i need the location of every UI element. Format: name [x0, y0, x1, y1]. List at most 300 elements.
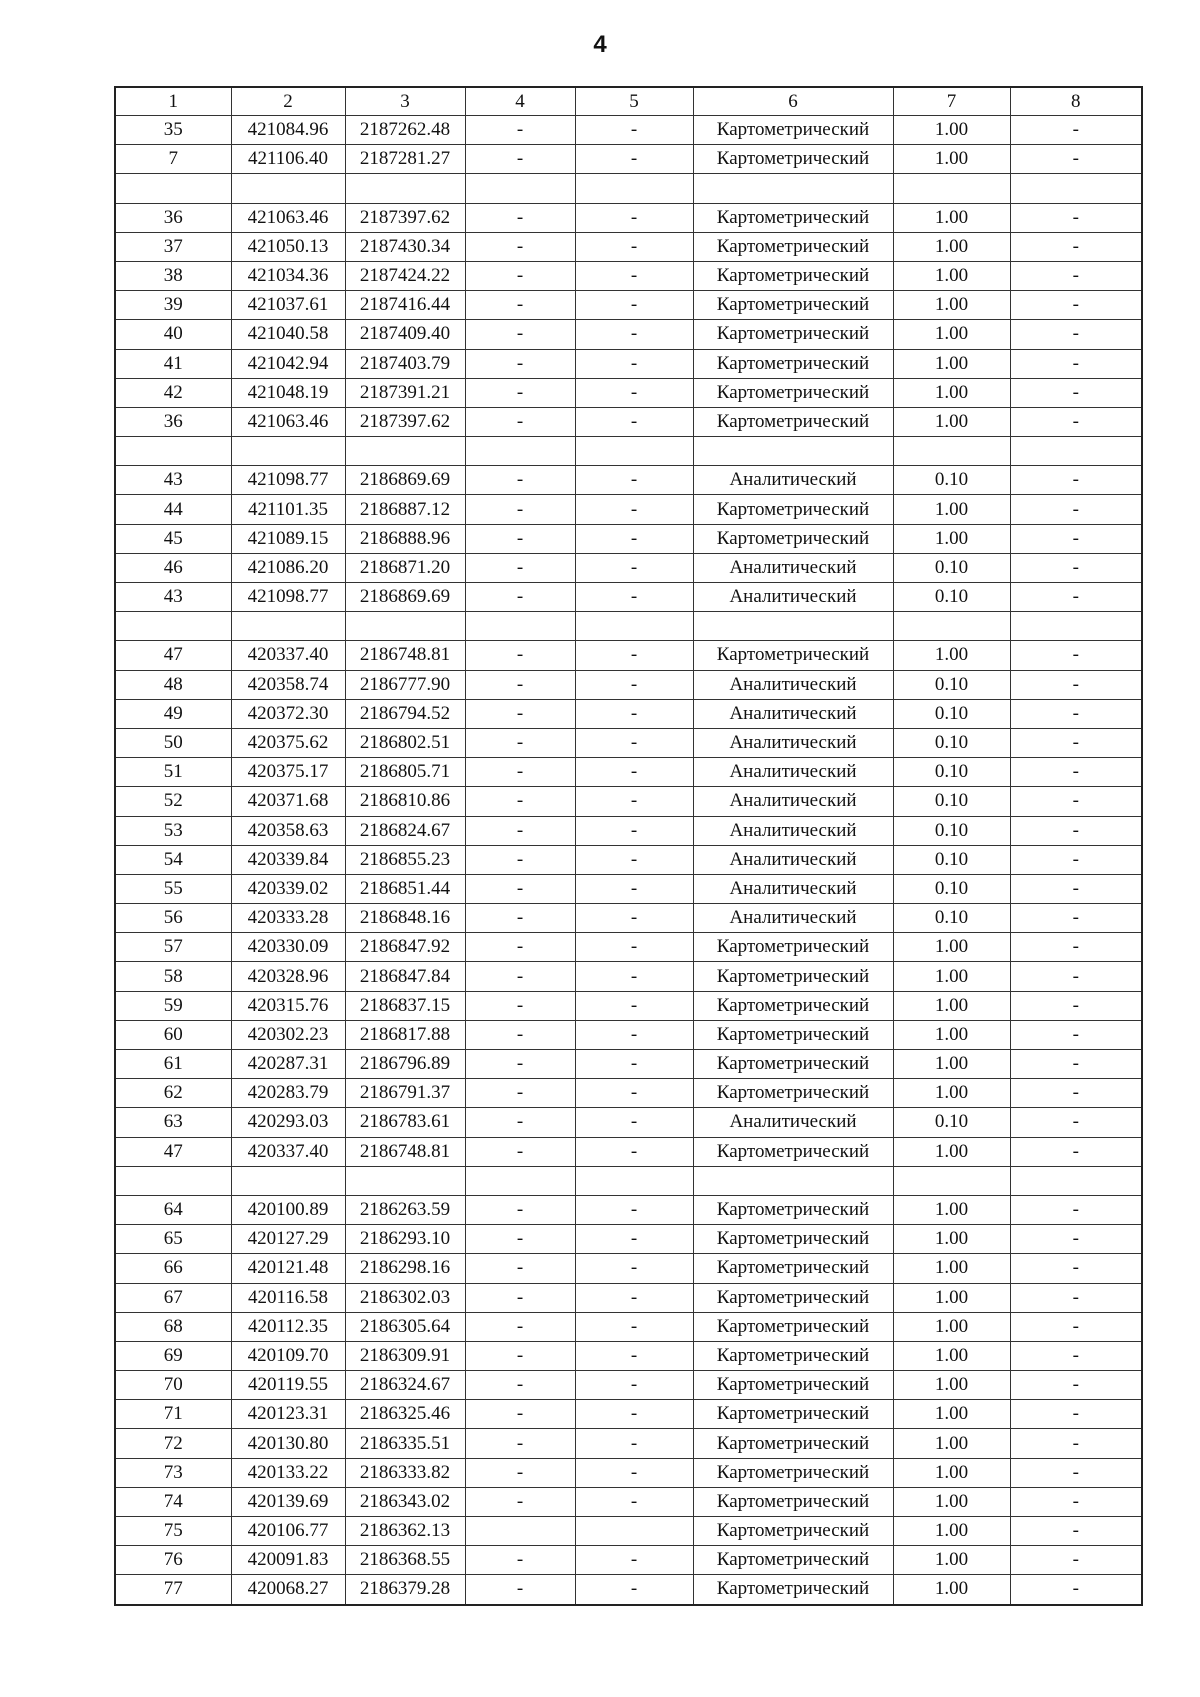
- point-number-cell: 35: [115, 116, 231, 145]
- table-row: [115, 466, 1142, 495]
- col-4-cell: [465, 174, 575, 203]
- table-row: [115, 1517, 1142, 1546]
- accuracy-cell: 1.00: [893, 378, 1010, 407]
- col-8-cell: -: [1010, 1254, 1142, 1283]
- x-coordinate-cell: 420091.83: [231, 1546, 345, 1575]
- col-8-cell: -: [1010, 1487, 1142, 1516]
- y-coordinate-cell: 2187397.62: [345, 203, 465, 232]
- x-coordinate-cell: 420337.40: [231, 641, 345, 670]
- y-coordinate-cell: 2186794.52: [345, 699, 465, 728]
- col-4-cell: -: [465, 816, 575, 845]
- x-coordinate-cell: 420133.22: [231, 1458, 345, 1487]
- y-coordinate-cell: [345, 1166, 465, 1195]
- point-number-cell: 76: [115, 1546, 231, 1575]
- col-8-cell: -: [1010, 1137, 1142, 1166]
- col-8-cell: -: [1010, 1195, 1142, 1224]
- x-coordinate-cell: 421098.77: [231, 466, 345, 495]
- col-4-cell: -: [465, 1079, 575, 1108]
- column-header-1: 1: [115, 87, 231, 116]
- x-coordinate-cell: 420371.68: [231, 787, 345, 816]
- col-5-cell: -: [575, 670, 693, 699]
- table-row: [115, 758, 1142, 787]
- y-coordinate-cell: 2187424.22: [345, 261, 465, 290]
- col-4-cell: -: [465, 583, 575, 612]
- col-8-cell: -: [1010, 1517, 1142, 1546]
- x-coordinate-cell: 421086.20: [231, 553, 345, 582]
- col-8-cell: -: [1010, 699, 1142, 728]
- point-number-cell: 50: [115, 728, 231, 757]
- col-8-cell: -: [1010, 116, 1142, 145]
- x-coordinate-cell: 421050.13: [231, 232, 345, 261]
- x-coordinate-cell: 420339.02: [231, 874, 345, 903]
- y-coordinate-cell: 2186869.69: [345, 466, 465, 495]
- point-number-cell: 39: [115, 291, 231, 320]
- col-4-cell: -: [465, 1458, 575, 1487]
- x-coordinate-cell: 421063.46: [231, 407, 345, 436]
- col-8-cell: -: [1010, 904, 1142, 933]
- accuracy-cell: 1.00: [893, 349, 1010, 378]
- y-coordinate-cell: 2186791.37: [345, 1079, 465, 1108]
- y-coordinate-cell: 2186855.23: [345, 845, 465, 874]
- y-coordinate-cell: 2187416.44: [345, 291, 465, 320]
- col-5-cell: -: [575, 816, 693, 845]
- y-coordinate-cell: 2186848.16: [345, 904, 465, 933]
- method-cell: Картометрический: [693, 203, 893, 232]
- point-number-cell: 73: [115, 1458, 231, 1487]
- table-row: [115, 1458, 1142, 1487]
- table-row: [115, 1225, 1142, 1254]
- col-8-cell: -: [1010, 1458, 1142, 1487]
- accuracy-cell: 1.00: [893, 1371, 1010, 1400]
- point-number-cell: 66: [115, 1254, 231, 1283]
- x-coordinate-cell: 421042.94: [231, 349, 345, 378]
- y-coordinate-cell: 2186869.69: [345, 583, 465, 612]
- method-cell: Аналитический: [693, 787, 893, 816]
- col-4-cell: -: [465, 1371, 575, 1400]
- y-coordinate-cell: 2186796.89: [345, 1050, 465, 1079]
- table-row: [115, 203, 1142, 232]
- table-row: [115, 553, 1142, 582]
- method-cell: Аналитический: [693, 758, 893, 787]
- x-coordinate-cell: 420100.89: [231, 1195, 345, 1224]
- col-5-cell: -: [575, 1341, 693, 1370]
- accuracy-cell: 1.00: [893, 203, 1010, 232]
- col-4-cell: -: [465, 1137, 575, 1166]
- col-4-cell: [465, 437, 575, 466]
- col-4-cell: -: [465, 495, 575, 524]
- col-4-cell: -: [465, 670, 575, 699]
- col-8-cell: -: [1010, 670, 1142, 699]
- col-4-cell: -: [465, 378, 575, 407]
- method-cell: Картометрический: [693, 1195, 893, 1224]
- accuracy-cell: 0.10: [893, 874, 1010, 903]
- method-cell: Аналитический: [693, 816, 893, 845]
- accuracy-cell: 1.00: [893, 1341, 1010, 1370]
- col-5-cell: -: [575, 991, 693, 1020]
- col-5-cell: -: [575, 699, 693, 728]
- col-5-cell: -: [575, 641, 693, 670]
- table-row: [115, 320, 1142, 349]
- col-5-cell: -: [575, 1575, 693, 1605]
- col-4-cell: -: [465, 466, 575, 495]
- col-4-cell: -: [465, 261, 575, 290]
- point-number-cell: 54: [115, 845, 231, 874]
- col-5-cell: -: [575, 1020, 693, 1049]
- point-number-cell: 61: [115, 1050, 231, 1079]
- point-number-cell: 53: [115, 816, 231, 845]
- accuracy-cell: 0.10: [893, 583, 1010, 612]
- accuracy-cell: [893, 612, 1010, 641]
- method-cell: Картометрический: [693, 1050, 893, 1079]
- col-4-cell: -: [465, 116, 575, 145]
- x-coordinate-cell: 421034.36: [231, 261, 345, 290]
- col-5-cell: [575, 1166, 693, 1195]
- col-5-cell: -: [575, 904, 693, 933]
- y-coordinate-cell: 2186783.61: [345, 1108, 465, 1137]
- method-cell: Картометрический: [693, 1254, 893, 1283]
- method-cell: Аналитический: [693, 1108, 893, 1137]
- method-cell: Картометрический: [693, 495, 893, 524]
- col-4-cell: [465, 1166, 575, 1195]
- y-coordinate-cell: 2186851.44: [345, 874, 465, 903]
- table-row: [115, 1312, 1142, 1341]
- accuracy-cell: 0.10: [893, 787, 1010, 816]
- method-cell: Картометрический: [693, 1020, 893, 1049]
- y-coordinate-cell: 2186343.02: [345, 1487, 465, 1516]
- table-row: [115, 1283, 1142, 1312]
- accuracy-cell: 0.10: [893, 1108, 1010, 1137]
- method-cell: Картометрический: [693, 1312, 893, 1341]
- y-coordinate-cell: 2186777.90: [345, 670, 465, 699]
- col-4-cell: -: [465, 1546, 575, 1575]
- col-5-cell: -: [575, 1137, 693, 1166]
- method-cell: Картометрический: [693, 261, 893, 290]
- col-5-cell: -: [575, 728, 693, 757]
- x-coordinate-cell: 421098.77: [231, 583, 345, 612]
- method-cell: Картометрический: [693, 1341, 893, 1370]
- col-4-cell: -: [465, 1312, 575, 1341]
- x-coordinate-cell: 421048.19: [231, 378, 345, 407]
- col-4-cell: -: [465, 1225, 575, 1254]
- method-cell: Картометрический: [693, 1429, 893, 1458]
- col-4-cell: -: [465, 1487, 575, 1516]
- y-coordinate-cell: 2186824.67: [345, 816, 465, 845]
- point-number-cell: 56: [115, 904, 231, 933]
- y-coordinate-cell: 2187262.48: [345, 116, 465, 145]
- column-header-5: 5: [575, 87, 693, 116]
- point-number-cell: 44: [115, 495, 231, 524]
- method-cell: Аналитический: [693, 904, 893, 933]
- method-cell: Картометрический: [693, 641, 893, 670]
- accuracy-cell: 1.00: [893, 1020, 1010, 1049]
- col-4-cell: -: [465, 1400, 575, 1429]
- x-coordinate-cell: 420123.31: [231, 1400, 345, 1429]
- x-coordinate-cell: [231, 1166, 345, 1195]
- col-5-cell: -: [575, 1050, 693, 1079]
- point-number-cell: 42: [115, 378, 231, 407]
- x-coordinate-cell: 421089.15: [231, 524, 345, 553]
- col-5-cell: -: [575, 845, 693, 874]
- x-coordinate-cell: 420372.30: [231, 699, 345, 728]
- accuracy-cell: 0.10: [893, 466, 1010, 495]
- point-number-cell: 36: [115, 407, 231, 436]
- table-row: [115, 1108, 1142, 1137]
- accuracy-cell: [893, 1166, 1010, 1195]
- col-5-cell: -: [575, 261, 693, 290]
- table-row: [115, 583, 1142, 612]
- method-cell: Картометрический: [693, 407, 893, 436]
- col-5-cell: -: [575, 787, 693, 816]
- accuracy-cell: 1.00: [893, 291, 1010, 320]
- table-row: [115, 933, 1142, 962]
- y-coordinate-cell: 2186810.86: [345, 787, 465, 816]
- col-4-cell: -: [465, 291, 575, 320]
- col-8-cell: -: [1010, 1546, 1142, 1575]
- x-coordinate-cell: 420121.48: [231, 1254, 345, 1283]
- col-5-cell: -: [575, 466, 693, 495]
- point-number-cell: 37: [115, 232, 231, 261]
- col-4-cell: -: [465, 699, 575, 728]
- col-5-cell: [575, 1517, 693, 1546]
- col-5-cell: -: [575, 1225, 693, 1254]
- col-4-cell: -: [465, 407, 575, 436]
- accuracy-cell: 1.00: [893, 320, 1010, 349]
- point-number-cell: 55: [115, 874, 231, 903]
- col-4-cell: -: [465, 933, 575, 962]
- col-4-cell: -: [465, 232, 575, 261]
- point-number-cell: [115, 1166, 231, 1195]
- x-coordinate-cell: 420337.40: [231, 1137, 345, 1166]
- method-cell: Картометрический: [693, 1371, 893, 1400]
- method-cell: [693, 1166, 893, 1195]
- method-cell: Картометрический: [693, 291, 893, 320]
- method-cell: Картометрический: [693, 1400, 893, 1429]
- col-5-cell: -: [575, 378, 693, 407]
- accuracy-cell: 1.00: [893, 495, 1010, 524]
- table-row: [115, 787, 1142, 816]
- accuracy-cell: 0.10: [893, 728, 1010, 757]
- col-8-cell: [1010, 437, 1142, 466]
- col-8-cell: [1010, 1166, 1142, 1195]
- point-number-cell: 43: [115, 466, 231, 495]
- col-8-cell: -: [1010, 261, 1142, 290]
- point-number-cell: 67: [115, 1283, 231, 1312]
- col-5-cell: -: [575, 962, 693, 991]
- accuracy-cell: 0.10: [893, 699, 1010, 728]
- accuracy-cell: 0.10: [893, 670, 1010, 699]
- col-8-cell: -: [1010, 1079, 1142, 1108]
- table-row: [115, 904, 1142, 933]
- x-coordinate-cell: 421037.61: [231, 291, 345, 320]
- col-8-cell: -: [1010, 524, 1142, 553]
- x-coordinate-cell: 420109.70: [231, 1341, 345, 1370]
- accuracy-cell: 1.00: [893, 1079, 1010, 1108]
- col-5-cell: -: [575, 1283, 693, 1312]
- col-5-cell: -: [575, 933, 693, 962]
- point-number-cell: 69: [115, 1341, 231, 1370]
- col-5-cell: -: [575, 407, 693, 436]
- col-8-cell: -: [1010, 1371, 1142, 1400]
- point-number-cell: 65: [115, 1225, 231, 1254]
- accuracy-cell: 1.00: [893, 1225, 1010, 1254]
- point-number-cell: [115, 437, 231, 466]
- table-row: [115, 816, 1142, 845]
- y-coordinate-cell: 2187397.62: [345, 407, 465, 436]
- accuracy-cell: 1.00: [893, 1575, 1010, 1605]
- y-coordinate-cell: 2187281.27: [345, 145, 465, 174]
- method-cell: Картометрический: [693, 524, 893, 553]
- method-cell: Аналитический: [693, 874, 893, 903]
- accuracy-cell: 1.00: [893, 1400, 1010, 1429]
- y-coordinate-cell: 2186805.71: [345, 758, 465, 787]
- col-4-cell: -: [465, 728, 575, 757]
- accuracy-cell: 1.00: [893, 641, 1010, 670]
- col-8-cell: -: [1010, 1429, 1142, 1458]
- col-4-cell: -: [465, 641, 575, 670]
- table-row: [115, 1079, 1142, 1108]
- y-coordinate-cell: 2186817.88: [345, 1020, 465, 1049]
- point-number-cell: 45: [115, 524, 231, 553]
- method-cell: Картометрический: [693, 1137, 893, 1166]
- accuracy-cell: 1.00: [893, 1517, 1010, 1546]
- table-separator-row: [115, 174, 1142, 203]
- accuracy-cell: 1.00: [893, 962, 1010, 991]
- column-header-4: 4: [465, 87, 575, 116]
- x-coordinate-cell: 421040.58: [231, 320, 345, 349]
- point-number-cell: 75: [115, 1517, 231, 1546]
- col-5-cell: -: [575, 524, 693, 553]
- point-number-cell: 7: [115, 145, 231, 174]
- accuracy-cell: 1.00: [893, 261, 1010, 290]
- col-8-cell: -: [1010, 1108, 1142, 1137]
- point-number-cell: 47: [115, 1137, 231, 1166]
- method-cell: [693, 612, 893, 641]
- col-4-cell: -: [465, 524, 575, 553]
- y-coordinate-cell: 2186333.82: [345, 1458, 465, 1487]
- table-row: [115, 1487, 1142, 1516]
- y-coordinate-cell: 2186324.67: [345, 1371, 465, 1400]
- y-coordinate-cell: 2187430.34: [345, 232, 465, 261]
- y-coordinate-cell: 2186263.59: [345, 1195, 465, 1224]
- col-5-cell: [575, 174, 693, 203]
- y-coordinate-cell: 2186368.55: [345, 1546, 465, 1575]
- col-4-cell: [465, 612, 575, 641]
- col-8-cell: -: [1010, 1400, 1142, 1429]
- table-row: [115, 1254, 1142, 1283]
- method-cell: Картометрический: [693, 1575, 893, 1605]
- col-5-cell: -: [575, 583, 693, 612]
- col-8-cell: -: [1010, 933, 1142, 962]
- y-coordinate-cell: [345, 437, 465, 466]
- col-5-cell: -: [575, 203, 693, 232]
- x-coordinate-cell: 420315.76: [231, 991, 345, 1020]
- x-coordinate-cell: [231, 174, 345, 203]
- col-8-cell: -: [1010, 962, 1142, 991]
- col-4-cell: -: [465, 1050, 575, 1079]
- table-separator-row: [115, 437, 1142, 466]
- accuracy-cell: 0.10: [893, 904, 1010, 933]
- method-cell: Картометрический: [693, 1079, 893, 1108]
- col-8-cell: -: [1010, 1020, 1142, 1049]
- table-row: [115, 670, 1142, 699]
- col-4-cell: -: [465, 904, 575, 933]
- col-5-cell: -: [575, 1458, 693, 1487]
- table-row: [115, 699, 1142, 728]
- col-8-cell: [1010, 612, 1142, 641]
- col-5-cell: -: [575, 1312, 693, 1341]
- table-separator-row: [115, 1166, 1142, 1195]
- y-coordinate-cell: [345, 174, 465, 203]
- col-8-cell: -: [1010, 466, 1142, 495]
- col-5-cell: -: [575, 553, 693, 582]
- y-coordinate-cell: 2186748.81: [345, 1137, 465, 1166]
- col-4-cell: -: [465, 1575, 575, 1605]
- table-body: [115, 87, 1142, 1605]
- col-4-cell: -: [465, 758, 575, 787]
- col-5-cell: -: [575, 1195, 693, 1224]
- y-coordinate-cell: 2186293.10: [345, 1225, 465, 1254]
- column-header-2: 2: [231, 87, 345, 116]
- col-5-cell: -: [575, 232, 693, 261]
- col-5-cell: -: [575, 1400, 693, 1429]
- col-4-cell: -: [465, 845, 575, 874]
- col-8-cell: -: [1010, 758, 1142, 787]
- point-number-cell: 77: [115, 1575, 231, 1605]
- col-5-cell: -: [575, 1546, 693, 1575]
- y-coordinate-cell: 2186871.20: [345, 553, 465, 582]
- x-coordinate-cell: 420302.23: [231, 1020, 345, 1049]
- x-coordinate-cell: 420130.80: [231, 1429, 345, 1458]
- column-header-6: 6: [693, 87, 893, 116]
- col-8-cell: -: [1010, 291, 1142, 320]
- col-8-cell: [1010, 174, 1142, 203]
- y-coordinate-cell: 2186335.51: [345, 1429, 465, 1458]
- col-8-cell: -: [1010, 874, 1142, 903]
- column-header-7: 7: [893, 87, 1010, 116]
- table-row: [115, 728, 1142, 757]
- accuracy-cell: 1.00: [893, 232, 1010, 261]
- accuracy-cell: 1.00: [893, 524, 1010, 553]
- col-8-cell: -: [1010, 1283, 1142, 1312]
- col-5-cell: -: [575, 1254, 693, 1283]
- y-coordinate-cell: 2186887.12: [345, 495, 465, 524]
- table-row: [115, 291, 1142, 320]
- x-coordinate-cell: 420358.63: [231, 816, 345, 845]
- point-number-cell: 46: [115, 553, 231, 582]
- table-row: [115, 261, 1142, 290]
- point-number-cell: 64: [115, 1195, 231, 1224]
- col-5-cell: [575, 437, 693, 466]
- y-coordinate-cell: 2186837.15: [345, 991, 465, 1020]
- point-number-cell: 57: [115, 933, 231, 962]
- table-header-row: [115, 87, 1142, 116]
- table-row: [115, 1371, 1142, 1400]
- x-coordinate-cell: 420293.03: [231, 1108, 345, 1137]
- method-cell: Картометрический: [693, 232, 893, 261]
- point-number-cell: 60: [115, 1020, 231, 1049]
- column-header-8: 8: [1010, 87, 1142, 116]
- col-8-cell: -: [1010, 553, 1142, 582]
- point-number-cell: 71: [115, 1400, 231, 1429]
- x-coordinate-cell: 420119.55: [231, 1371, 345, 1400]
- col-4-cell: -: [465, 1020, 575, 1049]
- col-8-cell: -: [1010, 583, 1142, 612]
- x-coordinate-cell: 421063.46: [231, 203, 345, 232]
- point-number-cell: 68: [115, 1312, 231, 1341]
- col-4-cell: -: [465, 1341, 575, 1370]
- table-row: [115, 145, 1142, 174]
- table-row: [115, 1546, 1142, 1575]
